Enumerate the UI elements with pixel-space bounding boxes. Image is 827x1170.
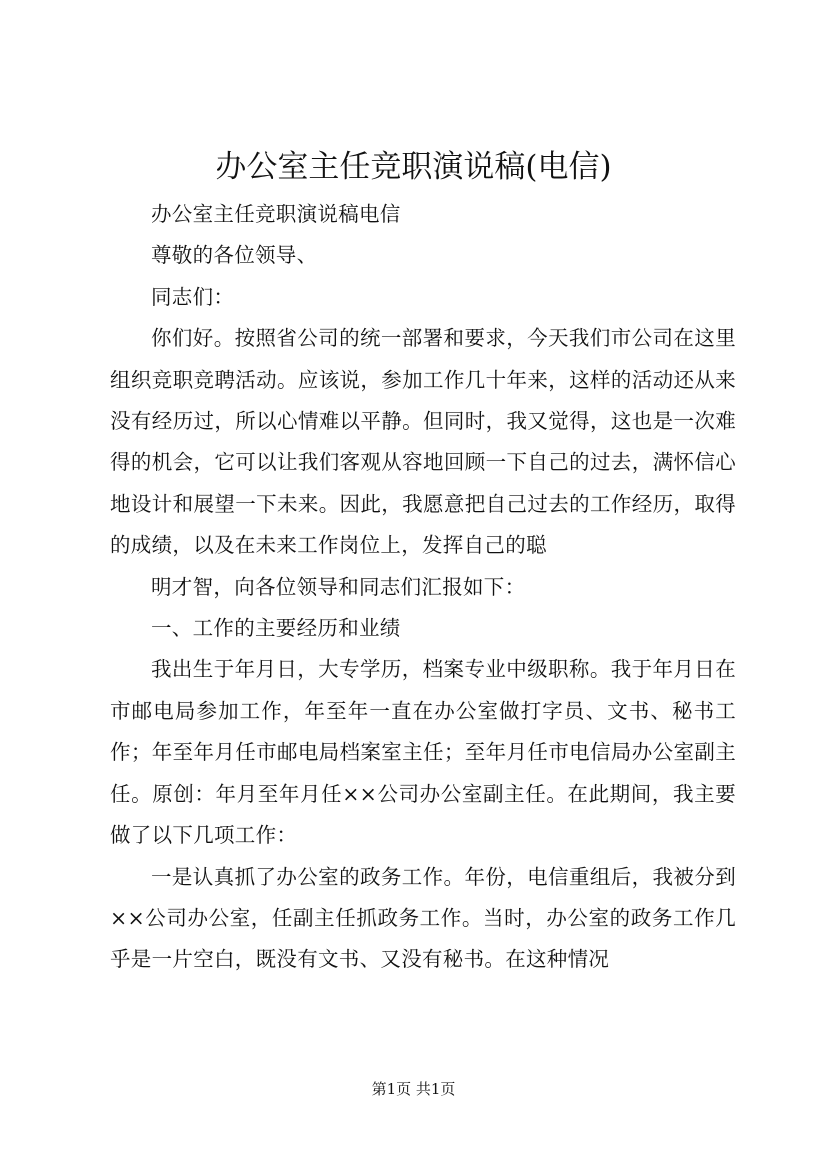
paragraph-subtitle: 办公室主任竞职演说稿电信 (151, 202, 401, 226)
paragraph-salutation-2: 同志们： (151, 284, 235, 309)
paragraph-experience: 我出生于年月日，大专学历，档案专业中级职称。我于年月日在市邮电局参加工作，年至年一直在办公室做打字员、文书、秘书工作；年至年月任市邮电局档案室主任；至年月任市电信局办公室副主任。原创：年月至年月任××公司办公室副主任。在此期间，我主要做了以下几项工作： (110, 657, 736, 848)
paragraph-work-1: 一是认真抓了办公室的政务工作。年份，电信重组后，我被分到××公司办公室，任副主任抓政务工作。当时，办公室的政务工作几乎是一片空白，既没有文书、又没有秘书。在这种情况 (110, 864, 736, 972)
document-body (110, 194, 736, 981)
paragraph-intro: 你们好。按照省公司的统一部署和要求，今天我们市公司在这里组织竞职竞聘活动。应该说，参加工作几十年来，这样的活动还从来没有经历过，所以心情难以平静。但同时，我又觉得，这也是一次难得的机会，它可以让我们客观从容地回顾一下自己的过去，满怀信心地设计和展望一下未来。因此，我愿意把自己过去的工作经历，取得的成绩，以及在未来工作岗位上，发挥自己的聪 (110, 326, 736, 558)
document-title: 办公室主任竞职演说稿(电信) (215, 149, 612, 185)
section-heading: 一、工作的主要经历和业绩 (151, 616, 401, 641)
paragraph-salutation: 尊敬的各位领导、 (151, 243, 318, 268)
paragraph-intro-continued: 明才智，向各位领导和同志们汇报如下： (151, 574, 526, 599)
page-footer: 第1页 共1页 (371, 1080, 456, 1098)
